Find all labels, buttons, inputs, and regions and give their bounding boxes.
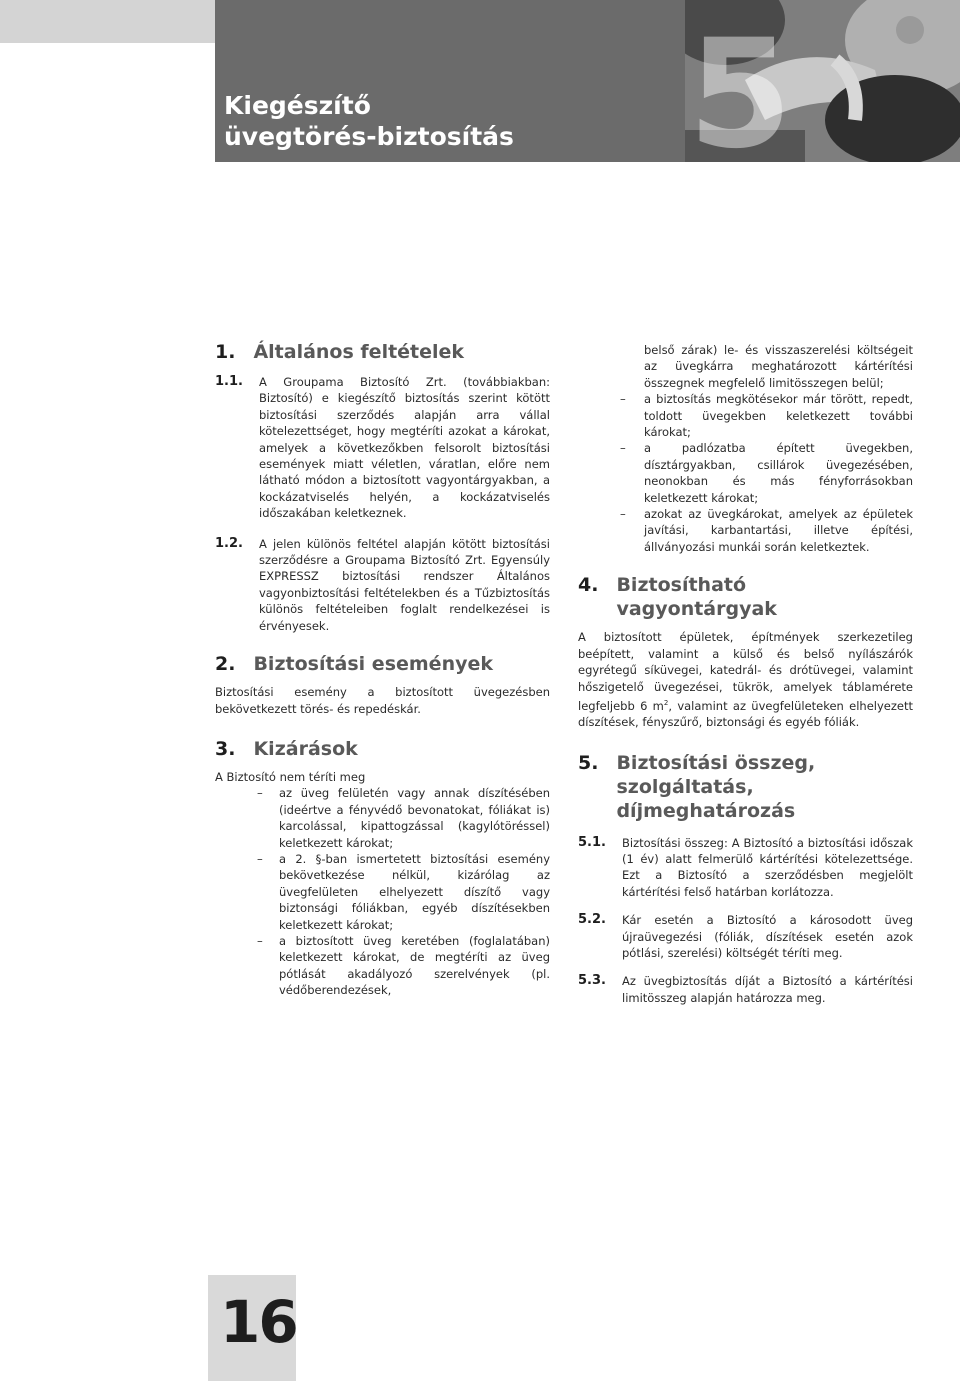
list-item-text: a 2. §-ban ismertetett biztosítási esemény bekövetkezése nélkül, kizárólag az üvegfelületen elhelyezett díszítő vagy biztonsági fóliákban, egyéb díszítésekben keletkezett károkat;	[279, 851, 550, 932]
section-5-title	[616, 751, 913, 823]
section-4-heading	[578, 573, 913, 621]
list-item-text: azokat az üvegkárokat, amelyek az épületek javítási, karbantartási, illetve építési, állványozási munkái során keletkeztek.	[644, 507, 913, 554]
list-item	[215, 851, 550, 933]
list-item	[215, 785, 550, 851]
clause-5-1	[578, 835, 913, 901]
right-column	[578, 342, 913, 1006]
clause-5-3	[578, 973, 913, 1006]
list-dash: –	[257, 851, 263, 866]
clause-1-2-number: 1.2.	[215, 535, 243, 551]
exclusions-list-continued	[578, 391, 913, 555]
clause-5-1-number: 5.1.	[578, 834, 606, 850]
page-number: 16	[220, 1288, 297, 1356]
left-column	[215, 340, 550, 999]
section-5-number: 5.	[578, 751, 599, 774]
clause-5-3-number: 5.3.	[578, 973, 606, 989]
section-4-text-part-2: , valamint az üvegfelületeken elhelyezett díszítések, fényszűrő, biztonsági és egyéb fóliák.	[578, 698, 913, 730]
list-dash: –	[620, 392, 626, 407]
clause-1-1-number: 1.1.	[215, 374, 243, 389]
clause-1-2	[215, 536, 550, 634]
section-3-heading	[215, 737, 550, 761]
list-item	[578, 440, 913, 506]
clause-1-2-text: A jelen különös feltétel alapján kötött biztosítási szerződésre a Groupama Biztosító Zrt. Egyensúly EXPRESSZ biztosítási rendszer Általános vagyonbiztosítási feltételekben és a Tűzbiztosítás különös feltételeiben foglalt rendelkezései is érvényesek.	[259, 536, 550, 633]
section-3-intro: A Biztosító nem téríti meg	[215, 769, 366, 784]
list-item-text: a padlózatba épített üvegekben, dísztárgyakban, csillárok üvegezésében, neonokban és más fényforrásokban keletkezett károkat;	[644, 441, 913, 505]
section-2-heading	[215, 652, 550, 676]
clause-5-1-text: Biztosítási összeg: A Biztosító a biztosítási időszak (1 év) alatt felmerülő kártérítési kötelezettsége. Ezt a Biztosító a szerződésben megjelölt kártérítési felső határban korlátozza.	[622, 835, 913, 899]
clause-5-3-text: Az üvegbiztosítás díját a Biztosító a kártérítési limitösszeg alapján határozza meg.	[622, 974, 913, 1005]
chapter-title	[224, 90, 514, 152]
clause-5-2-number: 5.2.	[578, 912, 606, 928]
header-top-gray-block	[0, 0, 215, 43]
section-5-title-line-1: Biztosítási összeg, szolgáltatás,	[616, 751, 816, 798]
clause-5-2-text: Kár esetén a Biztosító a károsodott üveg újraüvegezési (fóliák, díszítések esetén azok pótlási, szerelési) költségét téríti meg.	[622, 913, 913, 960]
chapter-number: 5	[688, 8, 789, 182]
chapter-title-line-1: Kiegészítő	[224, 91, 371, 120]
list-dash: –	[620, 441, 626, 456]
superscript-2: 2	[663, 698, 669, 707]
section-4-text-part-1: A biztosított épületek, építmények szerkezetileg beépített, valamint a külső és belső nyílászárók egyrétegű síküvegei, katedrál- és drótüvegei, valamint hőszigetelő üvegezései, tükrök, amelyek táblamérete legfeljebb 6 m	[578, 630, 913, 713]
list-dash: –	[620, 507, 626, 522]
list-item	[215, 933, 550, 999]
list-item-text: a biztosítás megkötésekor már törött, repedt, toldott üvegekben keletkezett további károkat;	[644, 392, 913, 440]
section-5-title-line-2: díjmeghatározás	[616, 799, 796, 822]
section-2-text: Biztosítási esemény a biztosított üvegezésben bekövetkezett törés- és repedéskár.	[215, 685, 550, 716]
section-5-heading	[578, 751, 913, 823]
section-1-heading	[215, 340, 550, 364]
section-2-number: 2.	[215, 653, 236, 676]
exclusions-list	[215, 785, 550, 998]
list-dash: –	[257, 933, 263, 948]
exclusions-continuation: belső zárak) le- és visszaszerelési költségeit az üvegkárra meghatározott kártérítési összegnek megfelelő limitösszegen belül;	[644, 343, 913, 390]
section-3-title: Kizárások	[253, 737, 358, 760]
section-4-number: 4.	[578, 574, 599, 597]
list-item-text: a biztosított üveg keretében (foglalatában) keletkezett károkat, de megtéríti az üveg pótlását akadályozó szerelvények (pl. védőberendezések,	[279, 933, 550, 998]
section-1-number: 1.	[215, 341, 236, 363]
clause-5-2	[578, 912, 913, 961]
list-dash: –	[257, 786, 263, 801]
clause-1-1-text: A Groupama Biztosító Zrt. (továbbiakban: Biztosító) e kiegészítő biztosítás szerint kötött biztosítási szerződés alapján arra vállal kötelezettséget, hogy megtéríti azokat a károkat, amelyek a következőkben felsorolt biztosítási események miatt véletlen, váratlan, előre nem látható módon a biztosított vagyontárgyakban, a kockázatviselés helyén, a kockázatviselés időszakában keletkeznek.	[259, 375, 550, 521]
section-2-title: Biztosítási események	[253, 653, 494, 676]
list-item	[578, 506, 913, 555]
section-1-title: Általános feltételek	[253, 341, 465, 363]
section-4-text	[578, 629, 913, 730]
list-item	[578, 391, 913, 440]
list-item-text: az üveg felületén vagy annak díszítésében (ideértve a fényvédő bevonatokat, fóliákat is) karcolással, kipattogzással (kagylótöréssel) keletkezett károkat;	[279, 786, 550, 850]
chapter-title-line-2: üvegtörés-biztosítás	[224, 122, 514, 151]
section-3-number: 3.	[215, 737, 236, 760]
clause-1-1	[215, 374, 550, 522]
section-4-title: Biztosítható vagyontárgyak	[616, 574, 777, 621]
